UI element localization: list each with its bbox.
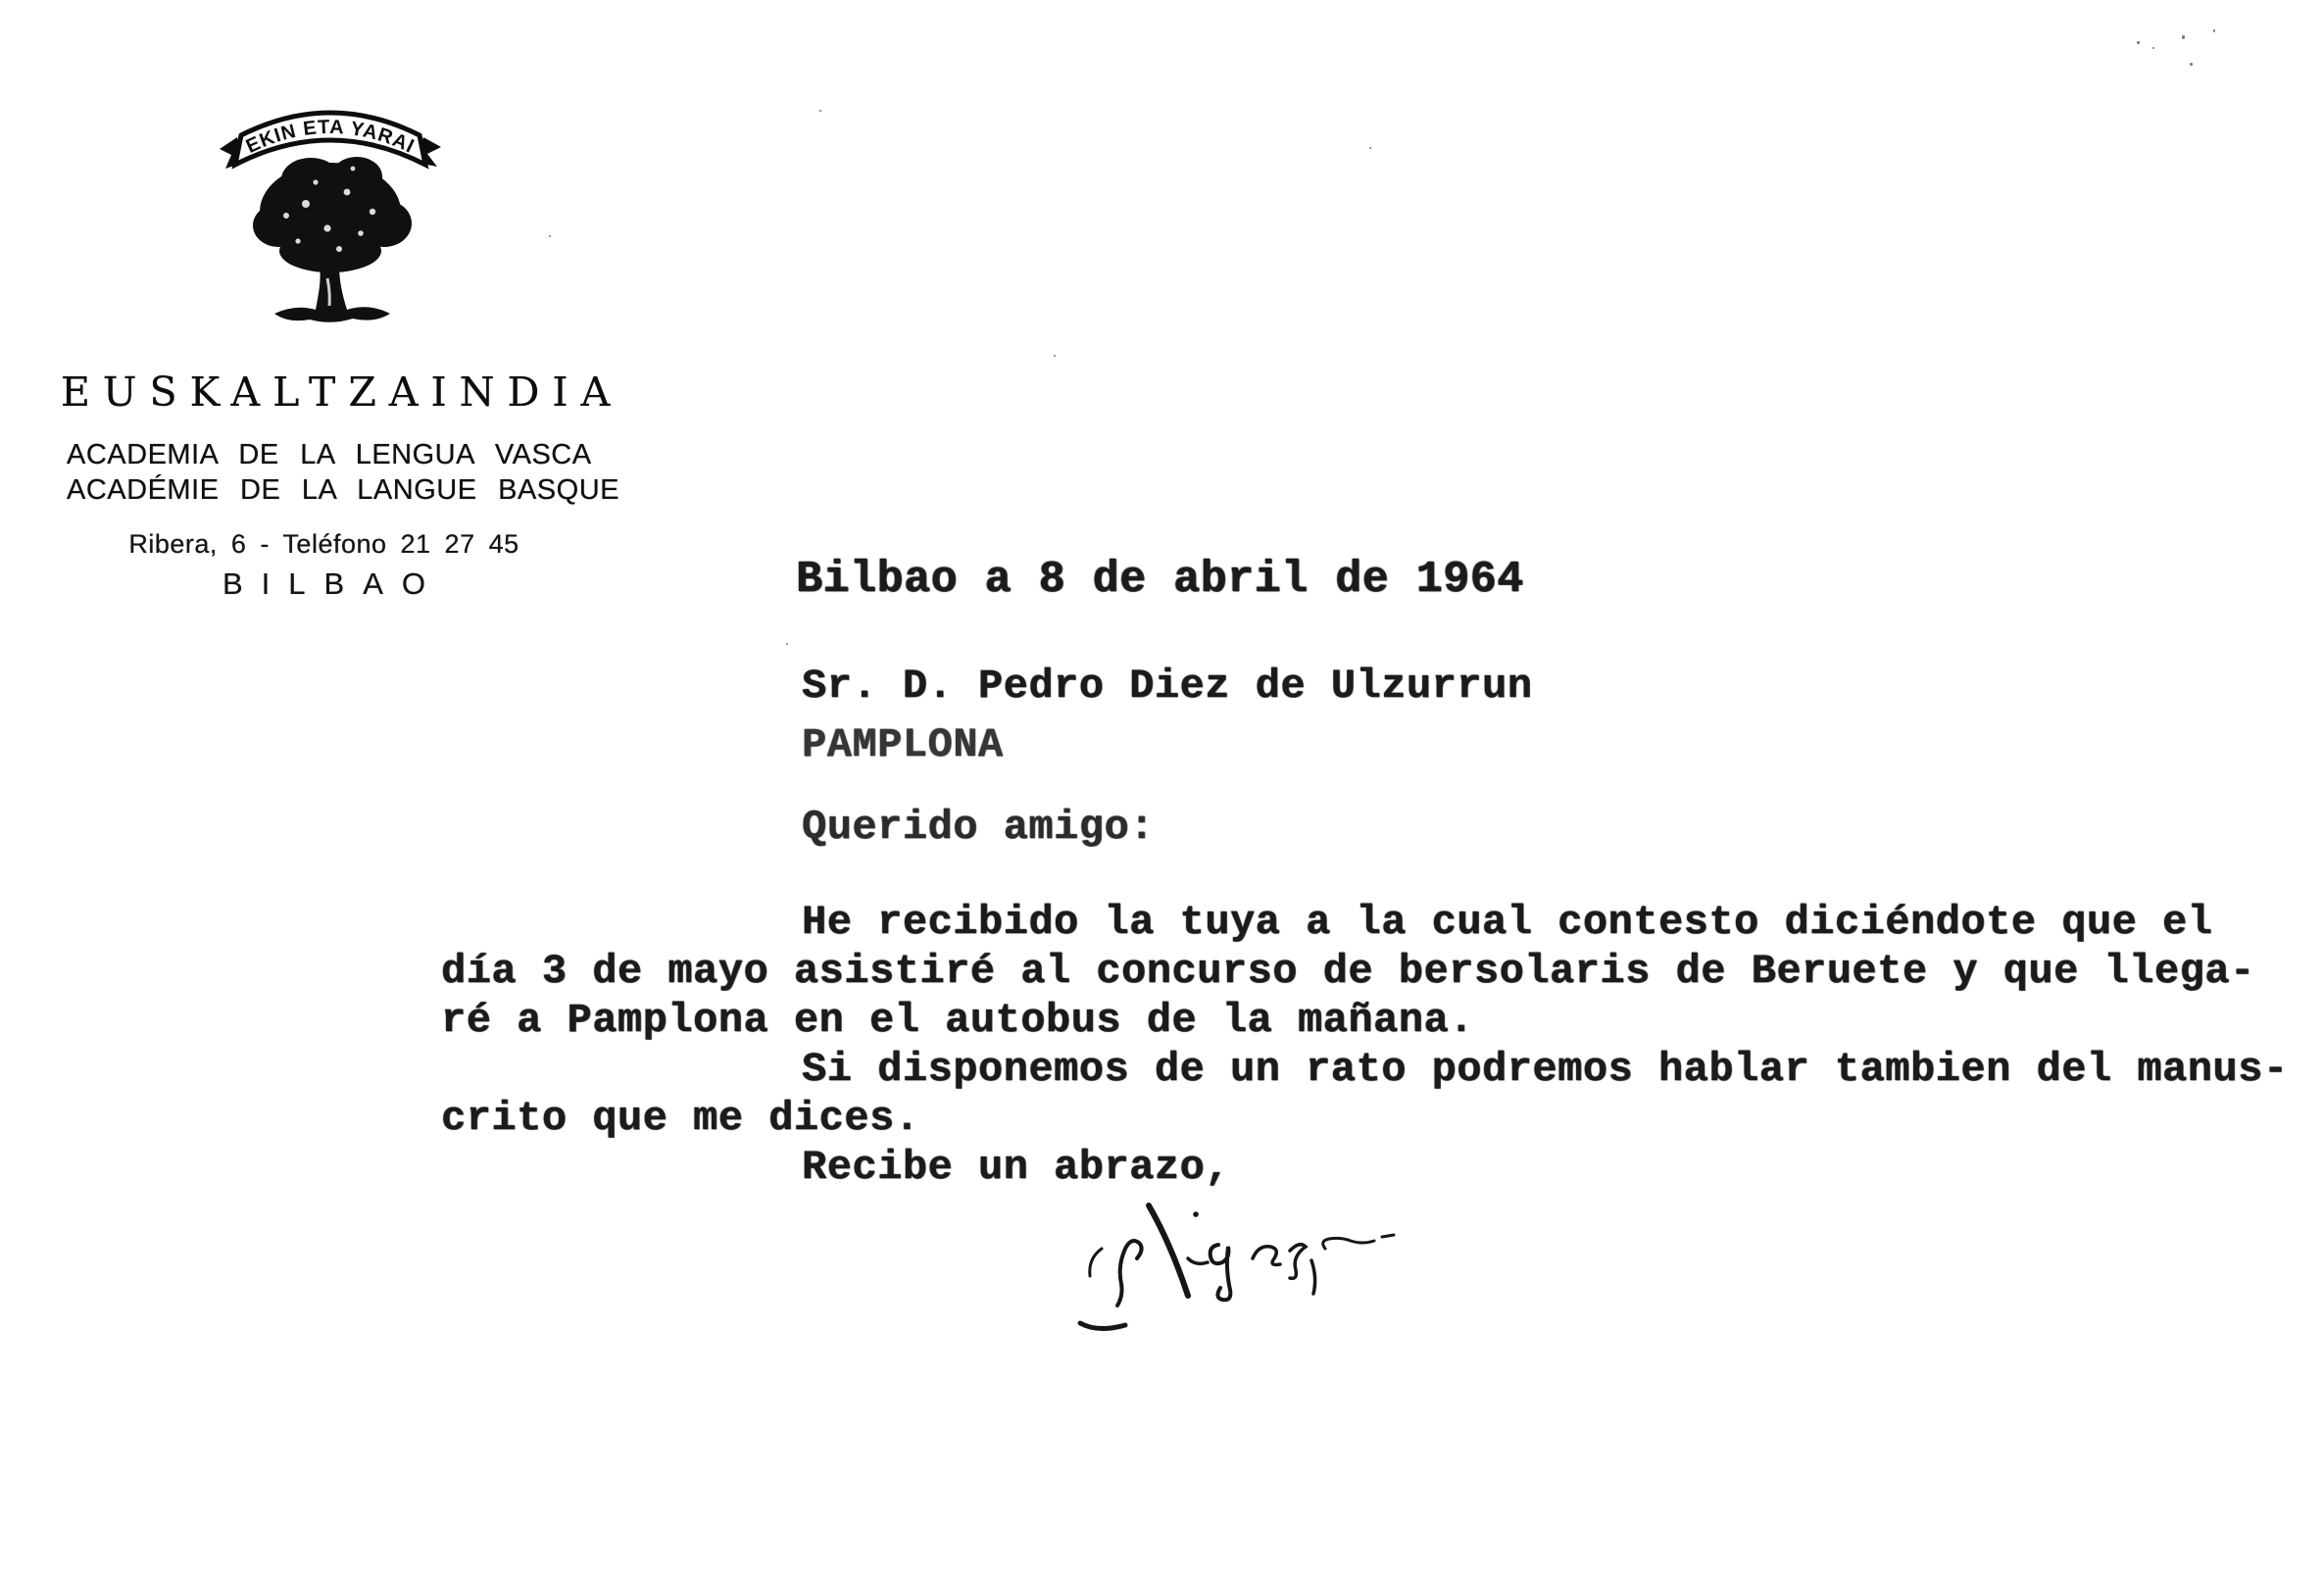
recipient-city: PAMPLONA (802, 721, 1004, 768)
scan-speck (2213, 29, 2215, 32)
org-subtitle-spanish: ACADEMIA DE LA LENGUA VASCA (67, 439, 592, 470)
svg-text:EKIN ETA YARAI: EKIN ETA YARAI (242, 116, 419, 158)
recipient-name: Sr. D. Pedro Diez de Ulzurrun (802, 663, 1533, 710)
body-line: ré a Pamplona en el autobus de la mañana. (441, 997, 1474, 1044)
body-line: crito que me dices. (441, 1095, 920, 1142)
body-line: He recibido la tuya a la cual contesto diciéndote que el (802, 899, 2213, 946)
org-address: Ribera, 6 - Teléfono 21 27 45 (128, 529, 519, 559)
scan-speck (2137, 41, 2140, 44)
scan-speck (549, 235, 551, 237)
scan-speck (1369, 147, 1371, 149)
scan-speck (819, 110, 821, 112)
letter-body (441, 898, 2303, 1192)
signature-scribble-icon (1059, 1198, 1529, 1379)
oak-tree-emblem-icon (218, 86, 443, 325)
body-line: Si disponemos de un rato podremos hablar tambien del manus- (802, 1046, 2289, 1093)
academy-logo (218, 86, 443, 325)
org-subtitle-french: ACADÉMIE DE LA LANGUE BASQUE (67, 474, 619, 506)
scan-speck (2152, 47, 2154, 49)
scan-speck (2182, 35, 2185, 39)
body-line: día 3 de mayo asistiré al concurso de bersolaris de Beruete y que llega- (441, 948, 2255, 995)
scan-speck (1054, 355, 1056, 357)
scan-speck (786, 643, 788, 645)
scan-speck (2190, 63, 2193, 66)
handwritten-signature (1059, 1198, 1529, 1379)
body-line: Recibe un abrazo, (802, 1144, 1230, 1191)
salutation: Querido amigo: (802, 804, 1155, 851)
dateline: Bilbao a 8 de abril de 1964 (796, 555, 1524, 605)
org-name: EUSKALTZAINDIA (61, 369, 623, 416)
org-city: BILBAO (223, 566, 444, 601)
